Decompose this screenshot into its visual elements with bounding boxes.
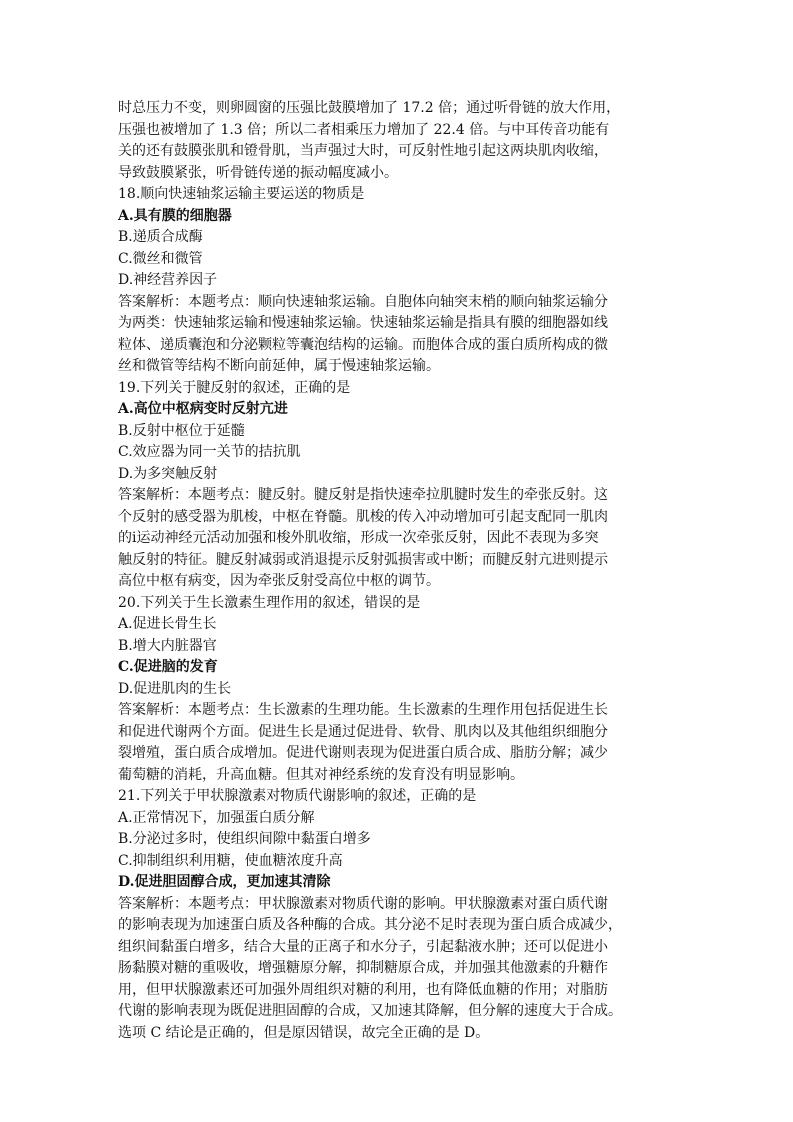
question-21 bbox=[118, 786, 678, 1044]
text-line: 答案解析：本题考点：顺向快速轴浆运输。自胞体向轴突末梢的顺向轴浆运输分 bbox=[118, 293, 608, 310]
option-c: C.促进脑的发育 bbox=[118, 659, 218, 675]
answer-explanation bbox=[118, 292, 678, 378]
text-line: 丝和微管等结构不断向前延伸，属于慢速轴浆运输。 bbox=[118, 358, 440, 374]
text-line: 肠黏膜对糖的重吸收，增强糖原分解，抑制糖原合成，并加强其他激素的升糖作 bbox=[118, 960, 608, 976]
option-a: A.具有膜的细胞器 bbox=[118, 207, 232, 224]
text-line: 葡萄糖的消耗，升高血糖。但其对神经系统的发育没有明显影响。 bbox=[118, 766, 524, 783]
text-line: 选项 C 结论是正确的，但是原因错误，故完全正确的是 D。 bbox=[118, 1024, 490, 1041]
option-b: B.增大内脏器官 bbox=[118, 637, 217, 654]
option-d: D.为多突触反射 bbox=[118, 465, 218, 482]
option-b: B.反射中枢位于延髓 bbox=[118, 422, 245, 439]
question-18 bbox=[118, 184, 678, 378]
question-title: 21.下列关于甲状腺激素对物质代谢影响的叙述，正确的是 bbox=[118, 788, 477, 804]
text-line: 关的还有鼓膜张肌和镫骨肌，当声强过大时，可反射性地引起这两块肌肉收缩， bbox=[118, 143, 608, 159]
question-20 bbox=[118, 593, 678, 787]
text-line: 裂增殖，蛋白质合成增加。促进代谢则表现为促进蛋白质合成、脂肪分解；减少 bbox=[118, 745, 608, 761]
answer-explanation bbox=[118, 485, 678, 593]
question-19 bbox=[118, 378, 678, 593]
option-c: C.微丝和微管 bbox=[118, 250, 203, 267]
question-title: 18.顺向快速轴浆运输主要运送的物质是 bbox=[118, 186, 365, 202]
text-line: 代谢的影响表现为既促进胆固醇的合成，又加速其降解，但分解的速度大于合成。 bbox=[118, 1003, 622, 1019]
text-line: 个反射的感受器为肌梭，中枢在脊髓。肌梭的传入冲动增加可引起支配同一肌肉 bbox=[118, 508, 608, 525]
intro-paragraph bbox=[118, 98, 678, 184]
text-line: 高位中枢有病变，因为牵张反射受高位中枢的调节。 bbox=[118, 573, 440, 589]
text-line: 答案解析：本题考点：生长激素的生理功能。生长激素的生理作用包括促进生长 bbox=[118, 702, 608, 718]
question-title: 19.下列关于腱反射的叙述，正确的是 bbox=[118, 379, 351, 396]
option-a: A.高位中枢病变时反射亢进 bbox=[118, 401, 288, 417]
text-line: 时总压力不变，则卵圆窗的压强比鼓膜增加了 17.2 倍；通过听骨链的放大作用， bbox=[118, 100, 621, 116]
text-line: 答案解析：本题考点：甲状腺激素对物质代谢的影响。甲状腺激素对蛋白质代谢 bbox=[118, 895, 608, 912]
text-line: 组织间黏蛋白增多，结合大量的正离子和水分子，引起黏液水肿；还可以促进小 bbox=[118, 938, 608, 955]
option-d: D.促进肌肉的生长 bbox=[118, 680, 232, 697]
answer-explanation bbox=[118, 894, 678, 1045]
option-b: B.分泌过多时，使组织间隙中黏蛋白增多 bbox=[118, 831, 371, 847]
text-line: 触反射的特征。腱反射减弱或消退提示反射弧损害或中断；而腱反射亢进则提示 bbox=[118, 551, 608, 568]
document-page bbox=[118, 98, 678, 1044]
question-title: 20.下列关于生长激素生理作用的叙述，错误的是 bbox=[118, 594, 421, 611]
answer-explanation bbox=[118, 700, 678, 786]
option-b: B.递质合成酶 bbox=[118, 229, 203, 245]
option-c: C.效应器为同一关节的拮抗肌 bbox=[118, 444, 301, 460]
option-d: D.促进胆固醇合成，更加速其清除 bbox=[118, 874, 331, 890]
text-line: 的影响表现为加速蛋白质及各种酶的合成。其分泌不足时表现为蛋白质合成减少， bbox=[118, 917, 622, 933]
option-a: A.促进长骨生长 bbox=[118, 616, 217, 632]
text-line: 和促进代谢两个方面。促进生长是通过促进骨、软骨、肌肉以及其他组织细胞分 bbox=[118, 723, 608, 740]
text-line: 答案解析：本题考点：腱反射。腱反射是指快速牵拉肌腱时发生的牵张反射。这 bbox=[118, 487, 608, 503]
text-line: 用，但甲状腺激素还可加强外周组织对糖的利用，也有降低血糖的作用；对脂肪 bbox=[118, 981, 608, 998]
text-line: 粒体、递质囊泡和分泌颗粒等囊泡结构的运输。而胞体合成的蛋白质所构成的微 bbox=[118, 336, 608, 353]
option-a: A.正常情况下，加强蛋白质分解 bbox=[118, 809, 315, 826]
option-d: D.神经营养因子 bbox=[118, 272, 218, 288]
text-line: 导致鼓膜紧张，听骨链传递的振动幅度减小。 bbox=[118, 164, 398, 181]
option-c: C.抑制组织利用糖，使血糖浓度升高 bbox=[118, 852, 343, 869]
text-line: 压强也被增加了 1.3 倍；所以二者相乘压力增加了 22.4 倍。与中耳传音功能有 bbox=[118, 121, 610, 138]
text-line: 的ⅰ运动神经元活动加强和梭外肌收缩，形成一次牵张反射，因此不表现为多突 bbox=[118, 530, 599, 546]
text-line: 为两类：快速轴浆运输和慢速轴浆运输。快速轴浆运输是指具有膜的细胞器如线 bbox=[118, 315, 608, 331]
